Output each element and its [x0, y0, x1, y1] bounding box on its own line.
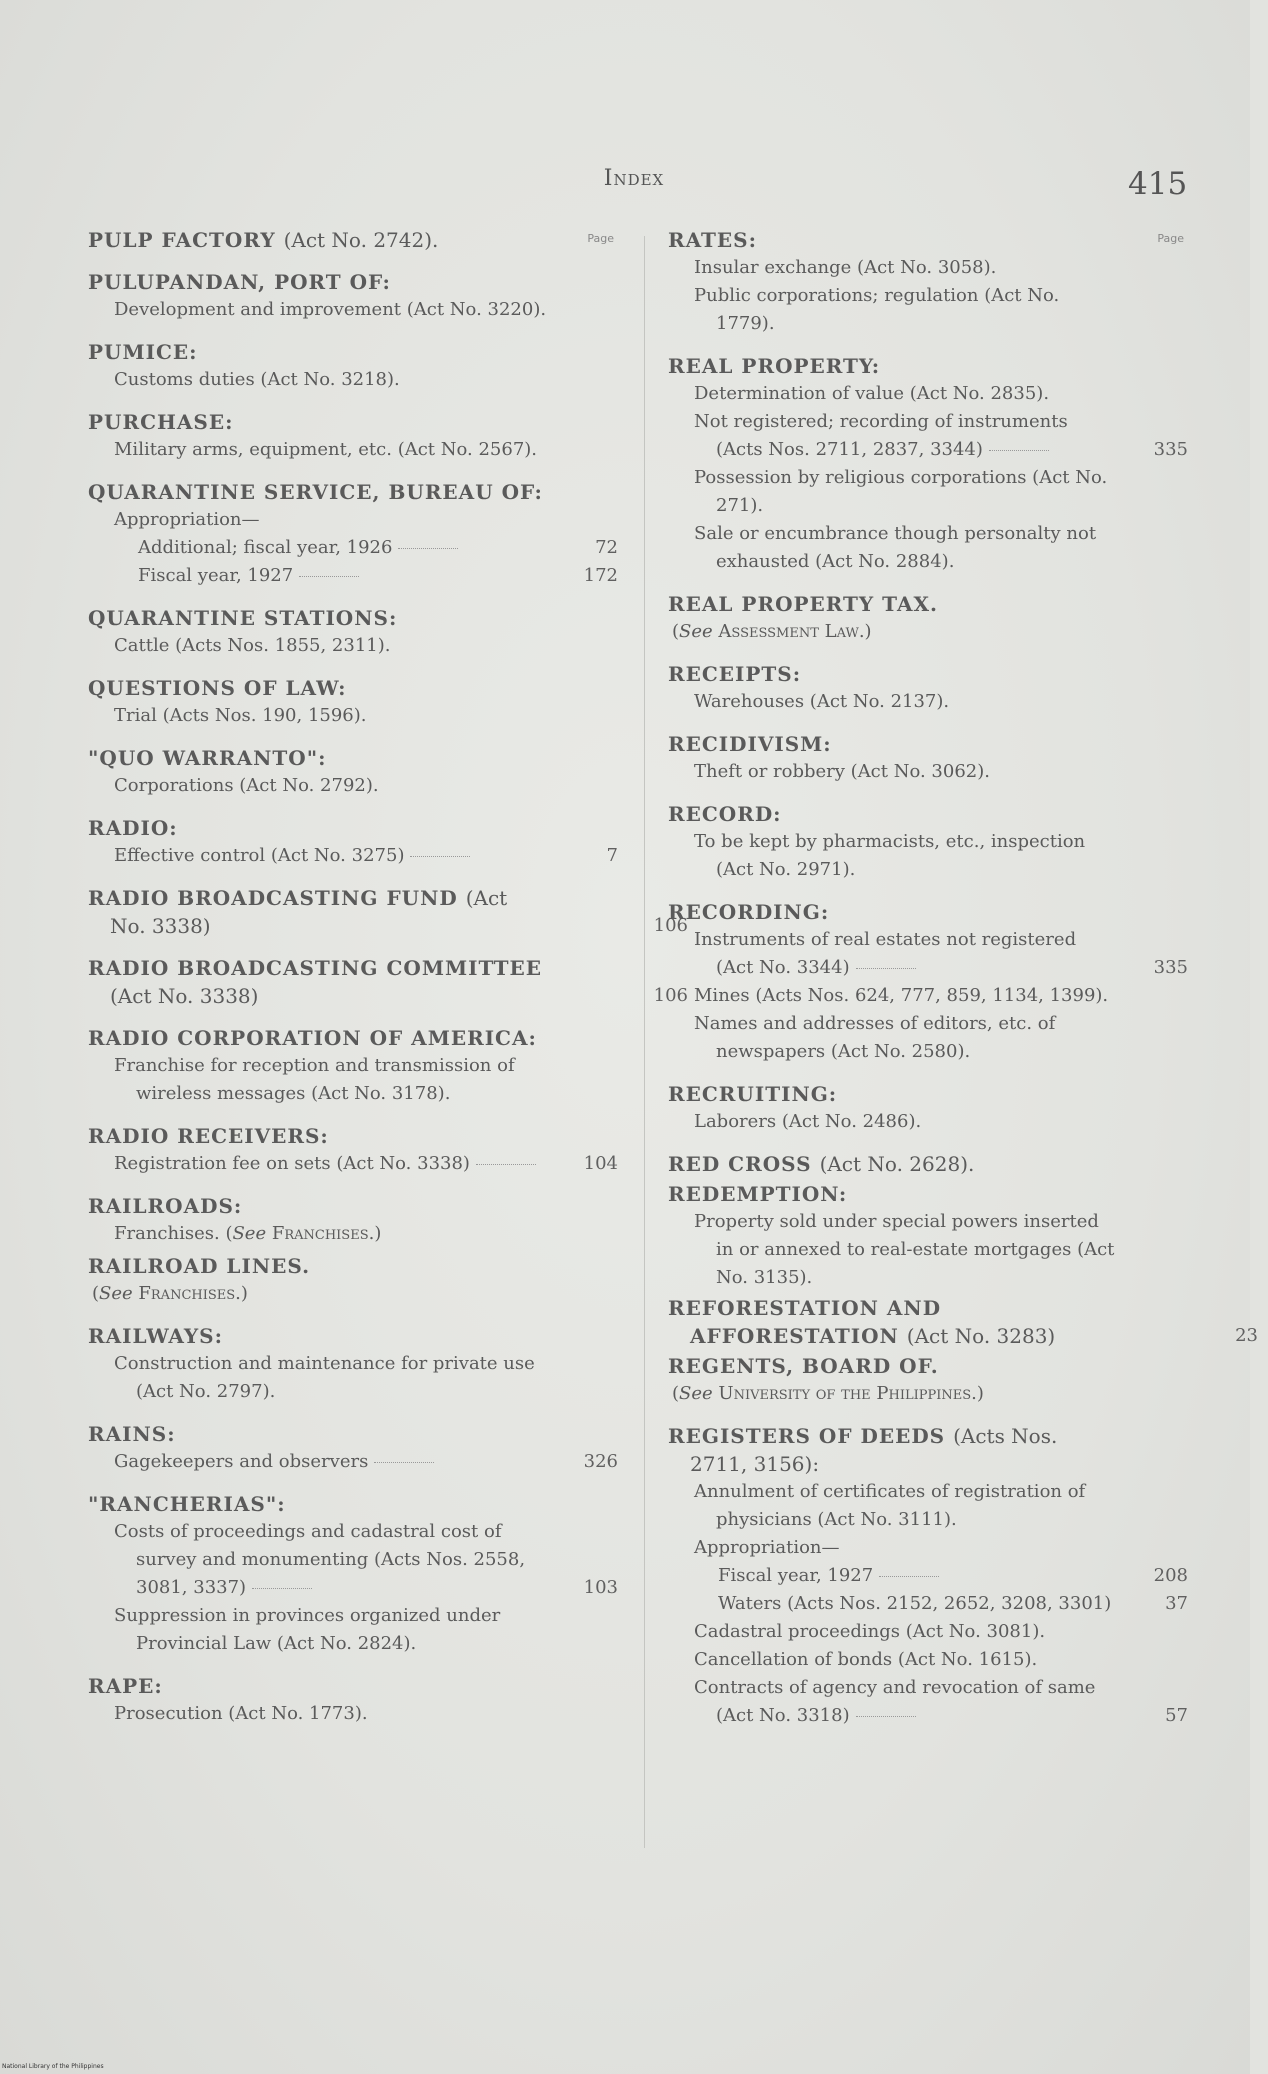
- entry-heading: RADIO BROADCASTING FUND: [88, 886, 458, 910]
- page-ref: 57: [1165, 1705, 1188, 1726]
- entry-line: Fiscal year, 1927: [718, 1565, 874, 1586]
- entry-line: Sale or encumbrance though personalty not exhausted (Act No. 2884).: [694, 523, 1097, 572]
- index-entry: [88, 1322, 618, 1406]
- entry-line: Mines (Acts Nos. 624, 777, 859, 1134, 1399).: [694, 985, 1109, 1006]
- entry-heading: REGISTERS OF DEEDS: [668, 1424, 946, 1448]
- entry-heading: QUESTIONS OF LAW:: [88, 676, 347, 700]
- entry-line: Trial (Acts Nos. 190, 1596).: [114, 705, 367, 726]
- page-ref: 104: [583, 1153, 618, 1174]
- index-entry: RAILROADS: Franchises. (See Franchises.): [88, 1192, 618, 1248]
- index-entry: [88, 478, 618, 590]
- index-entry: [668, 730, 1188, 786]
- index-entry: RAILROAD LINES. (See Franchises.): [88, 1252, 618, 1308]
- entry-heading: RECORD:: [668, 802, 782, 826]
- entry-line: Theft or robbery (Act No. 3062).: [694, 761, 990, 782]
- entry-line: Waters (Acts Nos. 2152, 2652, 3208, 3301): [718, 1593, 1112, 1614]
- index-entry: [88, 744, 618, 800]
- entry-line: Fiscal year, 1927: [138, 565, 294, 586]
- entry-heading: RECRUITING:: [668, 1082, 838, 1106]
- entry-heading: "RANCHERIAS":: [88, 1492, 286, 1516]
- entry-heading: RAPE:: [88, 1674, 163, 1698]
- index-entry: [668, 1150, 1188, 1178]
- entry-line: Franchises.: [114, 1223, 220, 1244]
- entry-heading: "QUO WARRANTO":: [88, 746, 327, 770]
- index-entry: [88, 338, 618, 394]
- entry-line: Franchise for reception and transmission of wireless messages (Act No. 3178).: [114, 1055, 515, 1104]
- entry-heading: RECEIPTS:: [668, 662, 802, 686]
- entry-ref: (Act No. 2628).: [819, 1152, 975, 1176]
- entry-line: Warehouses (Act No. 2137).: [694, 691, 950, 712]
- entry-heading: RAILWAYS:: [88, 1324, 224, 1348]
- scan-footer: National Library of the Philippines: [2, 2063, 104, 2070]
- entry-heading: REAL PROPERTY:: [668, 354, 881, 378]
- entry-heading: RADIO CORPORATION OF AMERICA:: [88, 1026, 537, 1050]
- left-column: [88, 226, 688, 1742]
- entry-heading: REAL PROPERTY TAX.: [668, 592, 938, 616]
- entry-line: Insular exchange (Act No. 3058).: [694, 257, 997, 278]
- entry-line: Corporations (Act No. 2792).: [114, 775, 379, 796]
- entry-line: Gagekeepers and observers: [114, 1451, 369, 1472]
- entry-line: Names and addresses of editors, etc. of newspapers (Act No. 2580).: [694, 1013, 1056, 1062]
- index-entry: [88, 1490, 618, 1658]
- entry-line: Military arms, equipment, etc. (Act No. 2567).: [114, 439, 538, 460]
- entry-line: Additional; fiscal year, 1926: [138, 537, 393, 558]
- index-entry: [88, 268, 618, 324]
- index-entry: [668, 1180, 1188, 1292]
- page-ref: 103: [583, 1577, 618, 1598]
- index-entry: [88, 1420, 618, 1476]
- entry-heading: RECIDIVISM:: [668, 732, 832, 756]
- entry-line: Cancellation of bonds (Act No. 1615).: [694, 1649, 1038, 1670]
- entry-line: Customs duties (Act No. 3218).: [114, 369, 400, 390]
- see-target: Franchises: [271, 1223, 369, 1244]
- entry-line: Cattle (Acts Nos. 1855, 2311).: [114, 635, 391, 656]
- index-entry: [668, 800, 1188, 884]
- page-ref: 37: [1165, 1593, 1188, 1614]
- see-target: Franchises: [138, 1283, 236, 1304]
- entry-heading: PULUPANDAN, PORT OF:: [88, 270, 391, 294]
- page-column-label: Page: [1157, 232, 1184, 245]
- entry-heading: RADIO:: [88, 816, 178, 840]
- entry-heading: RAINS:: [88, 1422, 176, 1446]
- entry-ref: (Act No. 3338): [110, 886, 508, 938]
- entry-heading: RECORDING:: [668, 900, 830, 924]
- page-ref: 172: [583, 565, 618, 586]
- index-entry: [88, 226, 618, 254]
- entry-line: Development and improvement (Act No. 3220).: [114, 299, 547, 320]
- entry-heading: RADIO BROADCASTING COMMITTEE: [88, 956, 542, 980]
- page-ref: 335: [1153, 439, 1188, 460]
- see-label: See: [679, 1383, 713, 1404]
- right-column: [668, 226, 1258, 1744]
- index-entry: [668, 1080, 1188, 1136]
- see-target: University of the Philippines: [718, 1383, 972, 1404]
- entry-heading: REDEMPTION:: [668, 1182, 848, 1206]
- entry-line: Determination of value (Act No. 2835).: [694, 383, 1050, 404]
- page-ref: 7: [606, 845, 618, 866]
- entry-line: Not registered; recording of instruments (Acts Nos. 2711, 2837, 3344): [694, 411, 1068, 460]
- page-ref: 208: [1153, 1565, 1188, 1586]
- entry-line: Costs of proceedings and cadastral cost of survey and monumenting (Acts Nos. 2558, 3081, 3337): [114, 1521, 526, 1598]
- index-entry: [88, 954, 688, 1010]
- entry-line: Prosecution (Act No. 1773).: [114, 1703, 368, 1724]
- index-entry: [88, 814, 618, 870]
- index-entry: [668, 1294, 1258, 1350]
- entry-ref: (Act No. 3338): [110, 984, 259, 1008]
- entry-ref: (Act No. 3283): [906, 1324, 1056, 1348]
- index-entry: [88, 674, 618, 730]
- index-entry: [88, 884, 688, 940]
- page-ref: 335: [1153, 957, 1188, 978]
- page-ref: 106: [653, 915, 688, 936]
- entry-line: To be kept by pharmacists, etc., inspection (Act No. 2971).: [694, 831, 1086, 880]
- index-entry: [88, 1672, 618, 1728]
- entry-line: Property sold under special powers inserted in or annexed to real-estate mortgages (Act No. 3135).: [694, 1211, 1115, 1288]
- page-column-label: Page: [587, 232, 614, 245]
- index-entry: [88, 604, 618, 660]
- see-label: See: [232, 1223, 267, 1244]
- see-label: See: [679, 621, 713, 642]
- column-divider: [644, 236, 645, 1848]
- entry-line: Possession by religious corporations (Act No. 271).: [694, 467, 1108, 516]
- page-ref: 23: [1235, 1325, 1258, 1346]
- entry-ref: (Act No. 2742).: [283, 228, 439, 252]
- entry-line: Laborers (Act No. 2486).: [694, 1111, 922, 1132]
- index-entry: [88, 408, 618, 464]
- page-number: 415: [1128, 166, 1188, 202]
- entry-heading: PURCHASE:: [88, 410, 234, 434]
- index-entry: [88, 1122, 618, 1178]
- index-entry: [668, 352, 1188, 576]
- entry-line: Suppression in provinces organized under Provincial Law (Act No. 2824).: [114, 1605, 501, 1654]
- index-entry: REGENTS, BOARD OF. (See University of the Philippines.): [668, 1352, 1188, 1408]
- entry-line: Instruments of real estates not registered (Act No. 3344): [694, 929, 1077, 978]
- entry-heading: PULP FACTORY: [88, 228, 276, 252]
- entry-line: Appropriation—: [114, 509, 260, 530]
- entry-heading: QUARANTINE SERVICE, BUREAU OF:: [88, 480, 543, 504]
- page-ref: 326: [583, 1451, 618, 1472]
- entry-heading: RAILROADS:: [88, 1194, 243, 1218]
- entry-ref: (Acts Nos. 2711, 3156):: [690, 1424, 1058, 1476]
- entry-heading: RED CROSS: [668, 1152, 812, 1176]
- index-entry: [668, 1422, 1188, 1730]
- entry-line: Contracts of agency and revocation of same (Act No. 3318): [694, 1677, 1096, 1726]
- entry-line: Public corporations; regulation (Act No. 1779).: [694, 285, 1060, 334]
- entry-line: Annulment of certificates of registration of physicians (Act No. 3111).: [694, 1481, 1086, 1530]
- index-entry: REAL PROPERTY TAX. (See Assessment Law.): [668, 590, 1188, 646]
- entry-heading: QUARANTINE STATIONS:: [88, 606, 398, 630]
- index-entry: [668, 226, 1188, 338]
- index-entry: [668, 660, 1188, 716]
- page-ref: 106: [653, 985, 688, 1006]
- entry-heading: RATES:: [668, 228, 757, 252]
- entry-line: Appropriation—: [694, 1537, 840, 1558]
- entry-line: Construction and maintenance for private use (Act No. 2797).: [114, 1353, 535, 1402]
- entry-line: Registration fee on sets (Act No. 3338): [114, 1153, 470, 1174]
- entry-heading: REFORESTATION AND AFFORESTATION: [668, 1296, 942, 1348]
- page-ref: 72: [595, 537, 618, 558]
- entry-heading: RAILROAD LINES.: [88, 1254, 311, 1278]
- entry-line: Cadastral proceedings (Act No. 3081).: [694, 1621, 1046, 1642]
- see-target: Assessment Law: [718, 621, 859, 642]
- entry-heading: REGENTS, BOARD OF.: [668, 1354, 939, 1378]
- entry-line: Effective control (Act No. 3275): [114, 845, 405, 866]
- see-label: See: [99, 1283, 133, 1304]
- index-entry: [668, 898, 1188, 1066]
- entry-heading: RADIO RECEIVERS:: [88, 1124, 329, 1148]
- index-entry: [88, 1024, 618, 1108]
- page-title: Index: [603, 166, 665, 191]
- entry-heading: PUMICE:: [88, 340, 198, 364]
